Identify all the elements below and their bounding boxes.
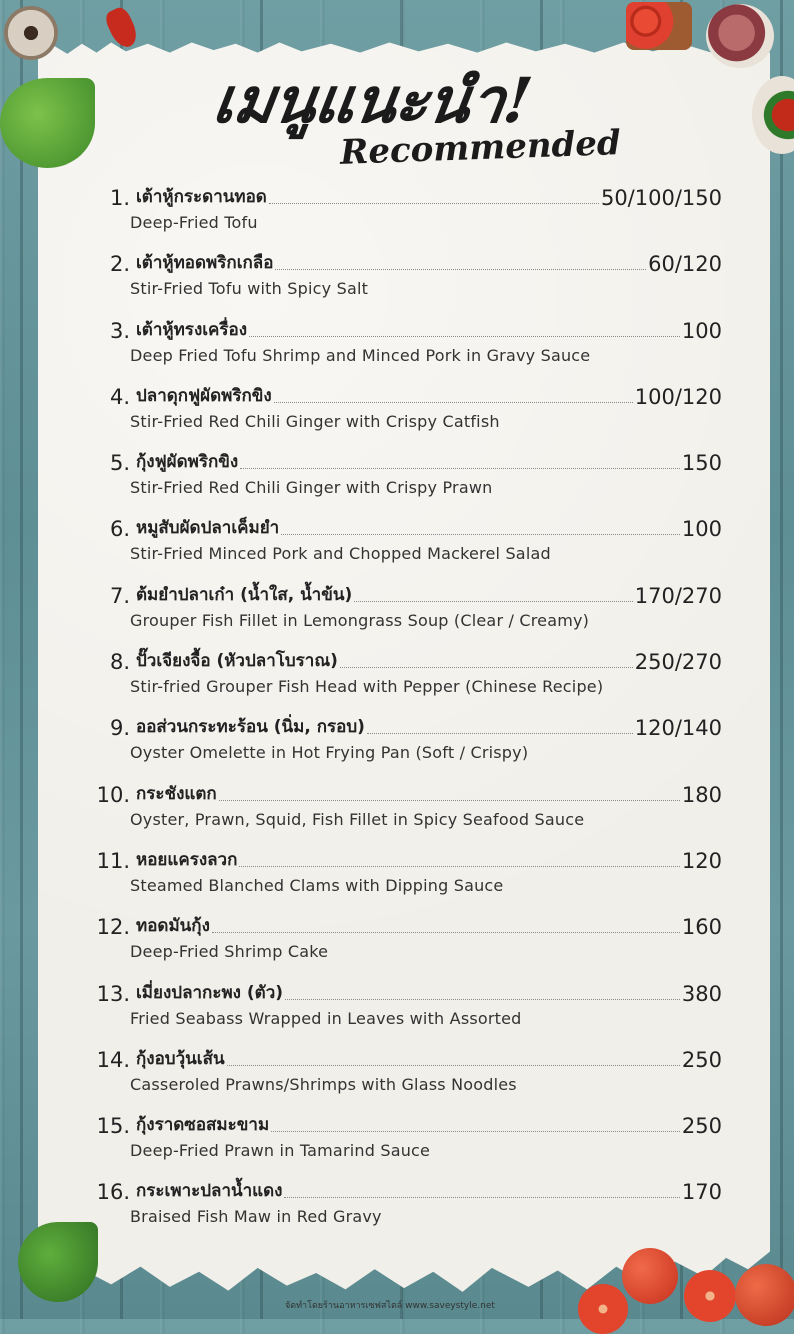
menu-item: [92, 511, 722, 577]
menu-item-number: 12.: [96, 915, 130, 940]
menu-item-number: 6.: [109, 517, 130, 542]
menu-item-english-name: Stir-Fried Minced Pork and Chopped Mackerel Salad: [130, 544, 551, 564]
dotted-leader: [271, 1130, 680, 1132]
menu-item-line: [92, 180, 722, 210]
chili-icon: [103, 5, 142, 51]
menu-item-english-name: Oyster Omelette in Hot Frying Pan (Soft / Crispy): [130, 743, 529, 763]
dotted-leader: [340, 666, 633, 668]
menu-item: [92, 445, 722, 511]
menu-item-price: 120: [681, 848, 722, 873]
menu-item-price: 250/270: [634, 650, 722, 675]
menu-item-price: 180: [681, 782, 722, 807]
menu-item-price: 380: [681, 981, 722, 1006]
menu-item-number: 1.: [109, 186, 130, 210]
dotted-leader: [239, 865, 680, 867]
menu-item-line: [92, 644, 722, 674]
menu-item-line: [92, 710, 722, 740]
menu-item-thai-name: กุ้งฟูผัดพริกขิง: [136, 452, 239, 473]
menu-item-thai-name: หมูสับผัดปลาเค็มยำ: [136, 518, 280, 539]
menu-item-number: 8.: [109, 650, 130, 675]
dotted-leader: [354, 600, 633, 602]
menu-item-line: [92, 843, 722, 873]
menu-item-thai-name: ปั๊วเจียงจื้อ (หัวปลาโบราณ): [136, 651, 338, 672]
menu-item-line: [92, 777, 722, 807]
menu-item-price: 100: [681, 318, 722, 343]
menu-item-number: 4.: [109, 384, 130, 409]
tomato-slice-icon: [578, 1284, 628, 1334]
menu-item-thai-name: กระเพาะปลาน้ำแดง: [136, 1181, 283, 1202]
menu-list: [92, 180, 722, 1241]
menu-item: [92, 313, 722, 379]
menu-item-thai-name: เต้าหู้ทอดพริกเกลือ: [136, 253, 274, 274]
menu-item-thai-name: ทอดมันกุ้ง: [136, 916, 210, 937]
menu-item-price: 250: [681, 1114, 722, 1139]
menu-item-english-name: Casseroled Prawns/Shrimps with Glass Noodles: [130, 1074, 517, 1094]
dotted-leader: [240, 467, 680, 469]
menu-item-thai-name: ต้มยำปลาเก๋า (น้ำใส, น้ำข้น): [136, 584, 353, 605]
menu-item-line: [92, 1108, 722, 1138]
menu-item-english-name: Fried Seabass Wrapped in Leaves with Assorted: [130, 1008, 522, 1028]
tomato-bowl-icon: [626, 2, 692, 50]
menu-item-price: 160: [681, 915, 722, 940]
menu-item-english-name: Grouper Fish Fillet in Lemongrass Soup (Clear / Creamy): [130, 610, 590, 630]
menu-item-number: 5.: [109, 451, 130, 476]
menu-item-number: 9.: [109, 716, 130, 741]
menu-item: [92, 246, 722, 312]
menu-item-number: 11.: [96, 848, 130, 873]
menu-item-number: 16.: [96, 1180, 130, 1205]
menu-item-english-name: Braised Fish Maw in Red Gravy: [130, 1207, 382, 1227]
menu-item: [92, 1042, 722, 1108]
dotted-leader: [284, 1196, 679, 1198]
menu-item-line: [92, 1174, 722, 1204]
leaf-icon: [0, 78, 95, 168]
menu-item-english-name: Stir-Fried Red Chili Ginger with Crispy Prawn: [130, 478, 493, 498]
menu-item-thai-name: กุ้งอบวุ้นเส้น: [136, 1048, 225, 1069]
menu-item-price: 170: [681, 1180, 722, 1205]
menu-item-english-name: Stir-Fried Tofu with Spicy Salt: [130, 279, 369, 299]
menu-item-number: 15.: [96, 1114, 130, 1139]
tomato-icon: [622, 1248, 678, 1304]
menu-item-price: 50/100/150: [600, 186, 722, 210]
menu-item-line: [92, 1042, 722, 1072]
dotted-leader: [275, 268, 646, 270]
dotted-leader: [285, 998, 680, 1000]
menu-item-line: [92, 313, 722, 343]
menu-item-line: [92, 445, 722, 475]
menu-item-thai-name: ออส่วนกระทะร้อน (นิ่ม, กรอบ): [136, 717, 365, 738]
menu-item-price: 250: [681, 1047, 722, 1072]
menu-item-thai-name: เมี่ยงปลากะพง (ตัว): [136, 982, 284, 1003]
menu-item-price: 120/140: [634, 716, 722, 741]
menu-item: [92, 644, 722, 710]
menu-item-english-name: Deep-Fried Prawn in Tamarind Sauce: [130, 1141, 431, 1161]
menu-item-english-name: Deep-Fried Tofu: [130, 213, 258, 232]
dotted-leader: [249, 335, 680, 337]
dotted-leader: [274, 401, 633, 403]
menu-item: [92, 976, 722, 1042]
menu-item-thai-name: หอยแครงลวก: [136, 849, 238, 870]
menu-item-thai-name: ปลาดุกฟูผัดพริกขิง: [136, 385, 272, 406]
dotted-leader: [367, 732, 633, 734]
shallot-bowl-icon: [706, 4, 774, 68]
menu-item-thai-name: กระชังแตก: [136, 783, 217, 804]
menu-item-line: [92, 246, 722, 276]
menu-item-line: [92, 511, 722, 541]
menu-item-number: 2.: [109, 252, 130, 277]
menu-item-number: 3.: [109, 318, 130, 343]
menu-item-price: 100/120: [634, 384, 722, 409]
tomato-icon: [735, 1264, 794, 1326]
dotted-leader: [269, 202, 599, 204]
menu-item: [92, 843, 722, 909]
menu-item: [92, 180, 722, 246]
footer-credit: จัดทำโดยร้านอาหารเซฟสไตล์ www.saveystyle.net: [285, 1301, 495, 1311]
menu-item-english-name: Steamed Blanched Clams with Dipping Sauce: [130, 875, 504, 895]
menu-item: [92, 578, 722, 644]
mushroom-icon: [4, 6, 58, 60]
menu-item-price: 100: [681, 517, 722, 542]
menu-item: [92, 1174, 722, 1240]
menu-item-thai-name: เต้าหู้ทรงเครื่อง: [136, 319, 248, 340]
menu-item-line: [92, 976, 722, 1006]
dotted-leader: [219, 799, 680, 801]
menu-item-number: 7.: [109, 583, 130, 608]
menu-item: [92, 1108, 722, 1174]
dotted-leader: [227, 1064, 680, 1066]
menu-item-number: 14.: [96, 1047, 130, 1072]
menu-item-english-name: Stir-fried Grouper Fish Head with Pepper (Chinese Recipe): [130, 677, 604, 697]
menu-item-number: 10.: [96, 782, 130, 807]
menu-item-line: [92, 909, 722, 939]
menu-item-thai-name: เต้าหู้กระดานทอด: [136, 187, 267, 207]
menu-item: [92, 379, 722, 445]
menu-item-price: 150: [681, 451, 722, 476]
menu-item-price: 170/270: [634, 583, 722, 608]
dotted-leader: [212, 931, 680, 933]
dotted-leader: [281, 533, 680, 535]
menu-item: [92, 710, 722, 776]
menu-item-price: 60/120: [648, 252, 722, 277]
menu-item-english-name: Deep Fried Tofu Shrimp and Minced Pork in Gravy Sauce: [130, 345, 591, 365]
page-title-thai: เมนูแนะนำ!: [208, 64, 536, 137]
menu-item-thai-name: กุ้งราดซอสมะขาม: [136, 1115, 270, 1136]
menu-item-english-name: Deep-Fried Shrimp Cake: [130, 942, 329, 962]
page-title-english: Recommended: [339, 123, 622, 173]
tomato-slice-icon: [684, 1270, 736, 1322]
menu-item-line: [92, 379, 722, 409]
menu-item: [92, 909, 722, 975]
menu-item-english-name: Oyster, Prawn, Squid, Fish Fillet in Spicy Seafood Sauce: [130, 809, 585, 829]
menu-item: [92, 777, 722, 843]
basil-leaf-icon: [18, 1222, 98, 1302]
menu-item-line: [92, 578, 722, 608]
menu-item-number: 13.: [96, 981, 130, 1006]
menu-item-english-name: Stir-Fried Red Chili Ginger with Crispy Catfish: [130, 411, 500, 431]
